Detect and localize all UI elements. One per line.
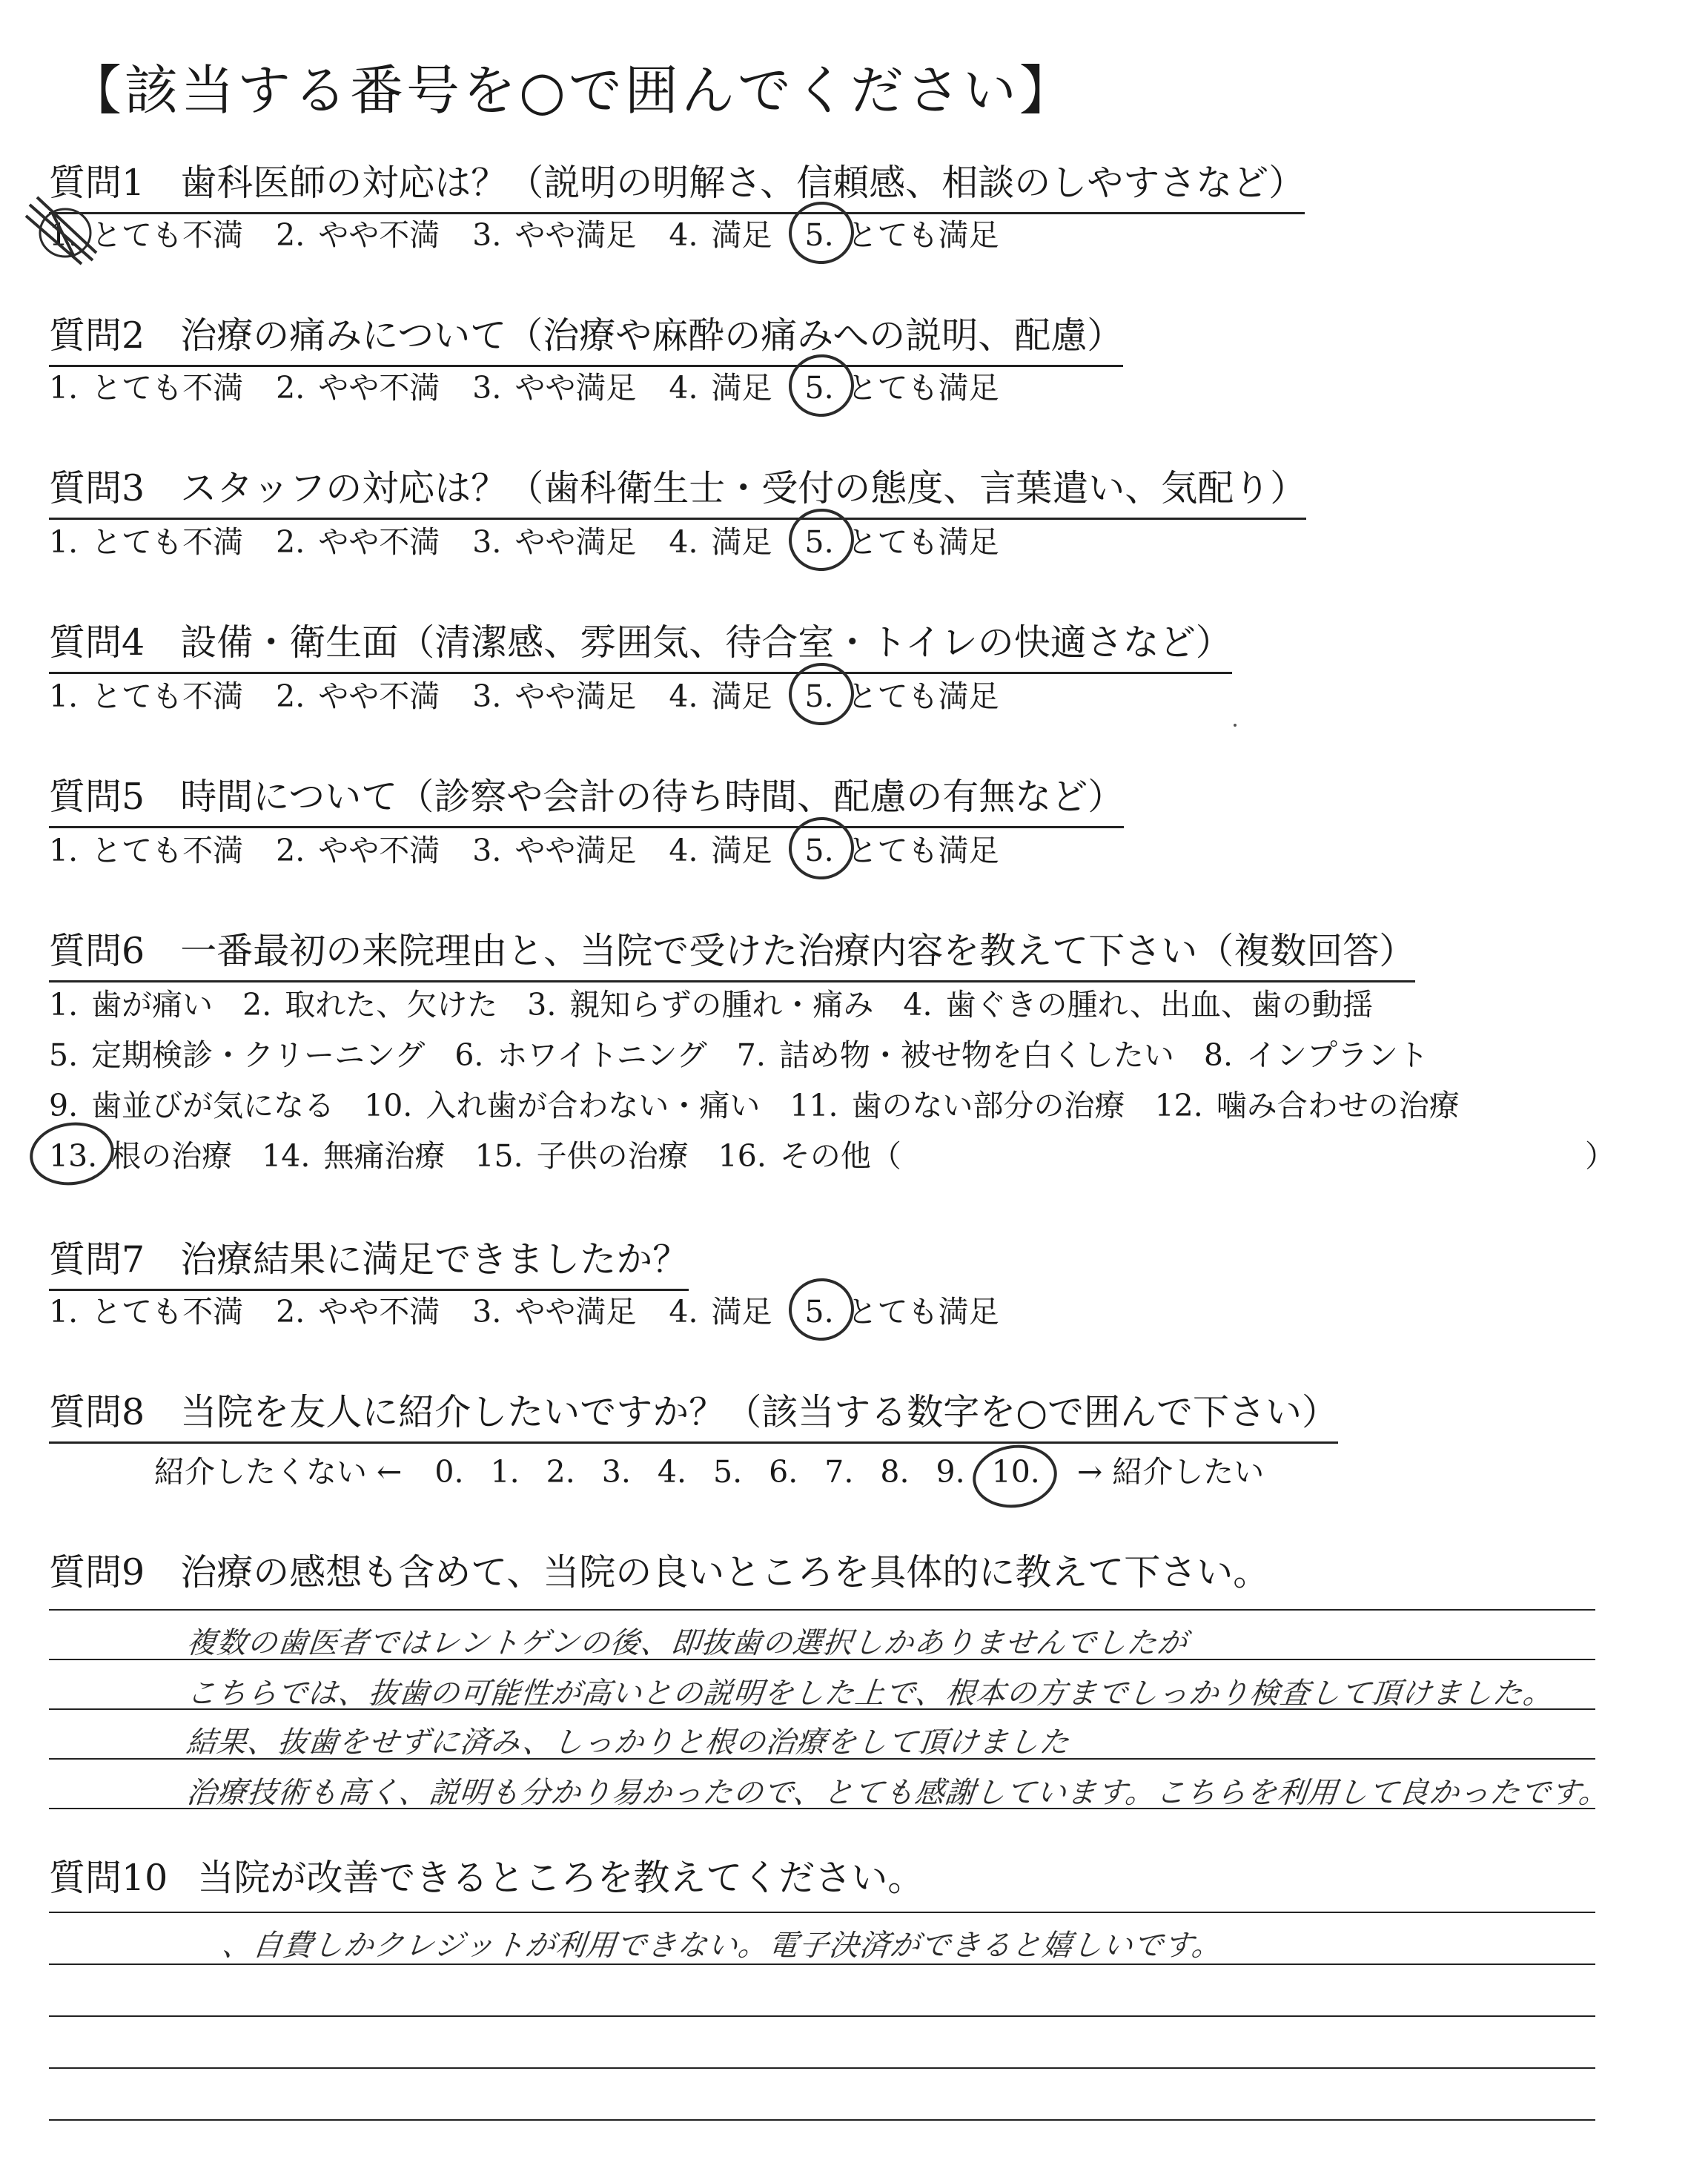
- q6-option-5-label: 定期検診・クリーニング: [91, 1037, 426, 1073]
- q10-label: 質問10: [49, 1857, 168, 1899]
- q9-label: 質問9: [49, 1551, 145, 1593]
- q5-option-2-label: やや不満: [318, 833, 440, 868]
- q6-option-11-num: 11.: [790, 1088, 838, 1123]
- q5-label: 質問5: [49, 776, 145, 818]
- q10-answer-line-5: [49, 2119, 1595, 2121]
- q10-title: [49, 1849, 924, 1901]
- q4-option-2-label: やや不満: [318, 678, 440, 714]
- q2-option-5-label: とても満足: [847, 370, 999, 406]
- q2-option-3[interactable]: [472, 363, 636, 407]
- q4-option-3-num: 3.: [472, 678, 502, 714]
- q6-option-10-num: 10.: [364, 1088, 413, 1123]
- q6-option-1-num: 1.: [49, 987, 79, 1023]
- q6-option-9-label: 歯並びが気になる: [91, 1088, 335, 1123]
- q6-option-8-num: 8.: [1203, 1037, 1233, 1073]
- q10-answer-line-4: [49, 2067, 1595, 2069]
- q7-option-4[interactable]: [669, 1287, 772, 1331]
- q3-option-2[interactable]: [276, 518, 440, 561]
- q6-option-10[interactable]: [364, 1081, 760, 1125]
- q3-option-3[interactable]: [472, 518, 636, 561]
- q1-options: [49, 211, 1032, 254]
- q4-option-4-num: 4.: [669, 678, 698, 714]
- q1-option-1-label: とても不満: [91, 217, 244, 253]
- q1-text: 歯科医師の対応は？（説明の明解さ、信頼感、相談のしやすさなど）: [180, 162, 1305, 204]
- q6-option-10-label: 入れ歯が合わない・痛い: [426, 1088, 761, 1123]
- q6-option-4-num: 4.: [903, 987, 933, 1023]
- q3-option-3-num: 3.: [472, 524, 502, 560]
- q8-step-10-selected[interactable]: [992, 1454, 1040, 1490]
- q7-option-1-num: 1.: [49, 1294, 79, 1330]
- q7-option-1[interactable]: [49, 1287, 243, 1331]
- q8-scale: [154, 1447, 1291, 1491]
- q6-option-14-num: 14.: [262, 1138, 311, 1174]
- q2-option-2-label: やや不満: [318, 370, 440, 406]
- q4-option-3-label: やや満足: [514, 678, 637, 714]
- q7-option-2-num: 2.: [276, 1294, 305, 1330]
- q2-option-2-num: 2.: [276, 370, 305, 406]
- q6-option-14-label: 無痛治療: [323, 1138, 446, 1174]
- q6-option-13-label: 根の治療: [110, 1138, 233, 1174]
- q6-option-2-label: 取れた、欠けた: [285, 987, 498, 1023]
- q3-option-2-num: 2.: [276, 524, 305, 560]
- q4-option-2[interactable]: [276, 672, 440, 716]
- q4-text: 設備・衛生面（清潔感、雰囲気、待合室・トイレの快適さなど）: [180, 621, 1232, 664]
- q6-option-14[interactable]: [262, 1132, 445, 1175]
- q6-option-12-label: 噛み合わせの治療: [1216, 1088, 1460, 1123]
- q2-option-3-num: 3.: [472, 370, 502, 406]
- q6-label: 質問6: [49, 930, 145, 972]
- q6-option-11[interactable]: [790, 1081, 1125, 1125]
- q2-options: [49, 363, 1032, 407]
- q2-option-1-label: とても不満: [91, 370, 244, 406]
- q7-option-1-label: とても不満: [91, 1294, 244, 1330]
- q1-option-3-label: やや満足: [514, 217, 637, 253]
- q1-option-1[interactable]: [49, 211, 243, 254]
- q6-option-15-label: 子供の治療: [536, 1138, 689, 1174]
- q6-option-16[interactable]: [718, 1132, 901, 1175]
- q6-option-7[interactable]: [737, 1031, 1174, 1074]
- q3-title: [49, 460, 1306, 520]
- q6-other-close-paren: ）: [1585, 1138, 1615, 1174]
- q6-option-2[interactable]: [242, 980, 497, 1024]
- q8-step-5[interactable]: 5.: [713, 1454, 743, 1490]
- q6-option-7-label: 詰め物・被せ物を白くしたい: [778, 1037, 1174, 1073]
- q1-option-5-num: 5.: [804, 217, 834, 253]
- q1-option-2-label: やや不満: [318, 217, 440, 253]
- q10-answer-line-1: [49, 1912, 1595, 1913]
- q3-option-5-label: とても満足: [847, 524, 999, 560]
- q10-answer-text-1: 、自費しかクレジットが利用できない。電子決済ができると嬉しいです。: [220, 1929, 1224, 1963]
- q1-option-3-num: 3.: [472, 217, 502, 253]
- q4-option-1-num: 1.: [49, 678, 79, 714]
- q6-option-6-num: 6.: [454, 1037, 484, 1073]
- q5-option-5-selected[interactable]: [805, 826, 999, 870]
- q1-option-2[interactable]: [276, 211, 440, 254]
- q7-option-5-label: とても満足: [847, 1294, 999, 1330]
- q7-label: 質問7: [49, 1238, 145, 1281]
- q8-step-3[interactable]: 3.: [601, 1454, 631, 1490]
- q5-option-4-label: 満足: [711, 833, 772, 868]
- q3-option-4-num: 4.: [669, 524, 698, 560]
- q4-option-4[interactable]: [669, 672, 772, 716]
- q6-option-6-label: ホワイトニング: [497, 1037, 707, 1073]
- q8-step-2[interactable]: 2.: [546, 1454, 575, 1490]
- q9-answer-text-4: 治療技術も高く、説明も分かり易かったので、とても感謝しています。こちらを利用して良かったです。: [185, 1776, 1612, 1810]
- q1-option-5-label: とても満足: [847, 217, 999, 253]
- q5-text: 時間について（診察や会計の待ち時間、配慮の有無など）: [180, 776, 1125, 818]
- q6-option-5[interactable]: [49, 1031, 425, 1074]
- q5-title: [49, 768, 1124, 828]
- q4-option-5-label: とても満足: [847, 678, 999, 714]
- q9-title: [49, 1544, 1269, 1596]
- q6-option-5-num: 5.: [49, 1037, 79, 1073]
- q4-option-4-label: 満足: [711, 678, 772, 714]
- q6-row-1: [49, 980, 1373, 1024]
- q7-text: 治療結果に満足できましたか？: [180, 1238, 689, 1281]
- q6-option-12-num: 12.: [1154, 1088, 1203, 1123]
- q6-option-1[interactable]: [49, 980, 213, 1024]
- q7-title: [49, 1231, 689, 1291]
- q5-option-5-label: とても満足: [847, 833, 999, 868]
- q3-option-4-label: 満足: [711, 524, 772, 560]
- q4-option-1-label: とても不満: [91, 678, 244, 714]
- q6-row-4: [49, 1132, 901, 1175]
- strikethrough-mark-icon: [22, 190, 104, 271]
- q7-option-5-selected[interactable]: [805, 1287, 999, 1331]
- q6-option-4-label: 歯ぐきの腫れ、出血、歯の動揺: [945, 987, 1373, 1023]
- q6-option-9[interactable]: [49, 1081, 334, 1125]
- q7-option-3[interactable]: [472, 1287, 636, 1331]
- q7-option-5-num: 5.: [804, 1294, 834, 1330]
- q4-option-3[interactable]: [472, 672, 636, 716]
- q1-option-5-selected[interactable]: [805, 211, 999, 254]
- q6-row-3: [49, 1081, 1460, 1125]
- q3-option-4[interactable]: [669, 518, 772, 561]
- q2-option-3-label: やや満足: [514, 370, 637, 406]
- q6-title: [49, 922, 1415, 982]
- q2-option-4-label: 満足: [711, 370, 772, 406]
- q9-answer-text-3: 結果、抜歯をせずに済み、しっかりと根の治療をして頂けました: [185, 1725, 1072, 1760]
- q8-step-4[interactable]: 4.: [657, 1454, 687, 1490]
- q7-option-3-label: やや満足: [514, 1294, 637, 1330]
- q2-title: [49, 307, 1123, 367]
- q6-option-11-label: 歯のない部分の治療: [851, 1088, 1125, 1123]
- q3-label: 質問3: [49, 467, 145, 509]
- q5-option-3-label: やや満足: [514, 833, 637, 868]
- q6-row-2: [49, 1031, 1429, 1074]
- q1-option-1-num: 1.: [49, 217, 79, 253]
- q4-title: [49, 614, 1232, 674]
- q5-option-4-num: 4.: [669, 833, 698, 868]
- q2-option-5-selected[interactable]: [805, 363, 999, 407]
- q9-answer-text-2: こちらでは、抜歯の可能性が高いとの説明をした上で、根本の方までしっかり検査して頂けました。: [185, 1677, 1555, 1711]
- q6-option-9-num: 9.: [49, 1088, 79, 1123]
- q6-option-15[interactable]: [474, 1132, 688, 1175]
- q1-option-4-label: 満足: [711, 217, 772, 253]
- q2-option-1[interactable]: [49, 363, 243, 407]
- q5-option-1[interactable]: [49, 826, 243, 870]
- q7-option-2[interactable]: [276, 1287, 440, 1331]
- q6-option-16-label: その他（: [779, 1138, 901, 1174]
- q5-option-1-label: とても不満: [91, 833, 244, 868]
- q5-option-1-num: 1.: [49, 833, 79, 868]
- q10-answer-line-3: [49, 2015, 1595, 2017]
- q8-title: [49, 1384, 1338, 1444]
- q3-text: スタッフの対応は？（歯科衛生士・受付の態度、言葉遣い、気配り）: [180, 467, 1307, 509]
- q8-label: 質問8: [49, 1391, 145, 1433]
- q6-option-15-num: 15.: [474, 1138, 523, 1174]
- q6-option-8[interactable]: [1204, 1031, 1429, 1074]
- q3-option-5-selected[interactable]: [805, 518, 999, 561]
- q1-label: 質問1: [49, 162, 145, 204]
- q1-option-2-num: 2.: [276, 217, 305, 253]
- q1-title: [49, 154, 1305, 214]
- q2-text: 治療の痛みについて（治療や麻酔の痛みへの説明、配慮）: [180, 314, 1124, 357]
- q9-answer-text-1: 複数の歯医者ではレントゲンの後、即抜歯の選択しかありませんでしたが: [185, 1626, 1190, 1660]
- q7-option-3-num: 3.: [472, 1294, 502, 1330]
- q9-answer-line-1: [49, 1609, 1595, 1611]
- q6-options: [49, 980, 1680, 1203]
- q6-option-8-label: インプラント: [1246, 1037, 1429, 1073]
- q8-scale-right-label: → 紹介したい: [1076, 1454, 1265, 1490]
- q8-step-0[interactable]: 0.: [434, 1454, 464, 1490]
- q3-option-1[interactable]: [49, 518, 243, 561]
- q8-step-1[interactable]: 1.: [490, 1454, 520, 1490]
- q4-option-5-selected[interactable]: [805, 672, 999, 716]
- q3-options: [49, 518, 1032, 561]
- q6-option-6[interactable]: [454, 1031, 706, 1074]
- q5-option-4[interactable]: [669, 826, 772, 870]
- q7-option-4-num: 4.: [669, 1294, 698, 1330]
- q4-option-5-num: 5.: [804, 678, 834, 714]
- q3-option-2-label: やや不満: [318, 524, 440, 560]
- q2-option-4[interactable]: [669, 363, 772, 407]
- q4-options: [49, 672, 1032, 716]
- q6-option-12[interactable]: [1155, 1081, 1460, 1125]
- stray-dot: [1234, 724, 1237, 727]
- q6-option-7-num: 7.: [736, 1037, 766, 1073]
- q3-option-1-label: とても不満: [91, 524, 244, 560]
- q3-option-5-num: 5.: [804, 524, 834, 560]
- q4-option-1[interactable]: [49, 672, 243, 716]
- q8-scale-left-label: 紹介したくない ←: [154, 1454, 403, 1490]
- q6-option-3-num: 3.: [527, 987, 557, 1023]
- q6-option-16-num: 16.: [718, 1138, 767, 1174]
- q6-option-2-num: 2.: [242, 987, 272, 1023]
- q8-step-7[interactable]: 7.: [824, 1454, 854, 1490]
- q1-option-4[interactable]: [669, 211, 772, 254]
- q6-option-1-label: 歯が痛い: [91, 987, 214, 1023]
- q8-text: 当院を友人に紹介したいですか？（該当する数字を○で囲んで下さい）: [180, 1391, 1338, 1433]
- q4-label: 質問4: [49, 621, 145, 664]
- q8-step-8[interactable]: 8.: [880, 1454, 910, 1490]
- q6-option-3[interactable]: [527, 980, 873, 1024]
- q2-option-1-num: 1.: [49, 370, 79, 406]
- q1-option-3[interactable]: [472, 211, 636, 254]
- q7-option-4-label: 満足: [711, 1294, 772, 1330]
- q8-step-9[interactable]: 9.: [936, 1454, 965, 1490]
- q5-option-3-num: 3.: [472, 833, 502, 868]
- q3-option-1-num: 1.: [49, 524, 79, 560]
- q6-text: 一番最初の来院理由と、当院で受けた治療内容を教えて下さい（複数回答）: [180, 930, 1416, 972]
- page-header: 【該当する番号を○で囲んでください】: [68, 59, 1076, 122]
- q5-option-2[interactable]: [276, 826, 440, 870]
- q6-option-13-selected[interactable]: [49, 1132, 232, 1175]
- q6-option-4[interactable]: [903, 980, 1373, 1024]
- q1-option-4-num: 4.: [669, 217, 698, 253]
- q8-step-6[interactable]: 6.: [769, 1454, 798, 1490]
- q2-option-5-num: 5.: [804, 370, 834, 406]
- q5-option-2-num: 2.: [276, 833, 305, 868]
- q8-step-10-num: 10.: [991, 1454, 1040, 1490]
- q9-text: 治療の感想も含めて、当院の良いところを具体的に教えて下さい。: [180, 1551, 1270, 1593]
- q2-option-4-num: 4.: [669, 370, 698, 406]
- q2-option-2[interactable]: [276, 363, 440, 407]
- q5-options: [49, 826, 1032, 870]
- q6-option-13-num: 13.: [49, 1138, 98, 1174]
- q7-option-2-label: やや不満: [318, 1294, 440, 1330]
- q5-option-5-num: 5.: [804, 833, 834, 868]
- q6-option-3-label: 親知らずの腫れ・痛み: [569, 987, 874, 1023]
- q7-options: [49, 1287, 1032, 1331]
- q10-text: 当院が改善できるところを教えてください。: [197, 1857, 924, 1899]
- q4-option-2-num: 2.: [276, 678, 305, 714]
- q2-label: 質問2: [49, 314, 145, 357]
- q5-option-3[interactable]: [472, 826, 636, 870]
- q3-option-3-label: やや満足: [514, 524, 637, 560]
